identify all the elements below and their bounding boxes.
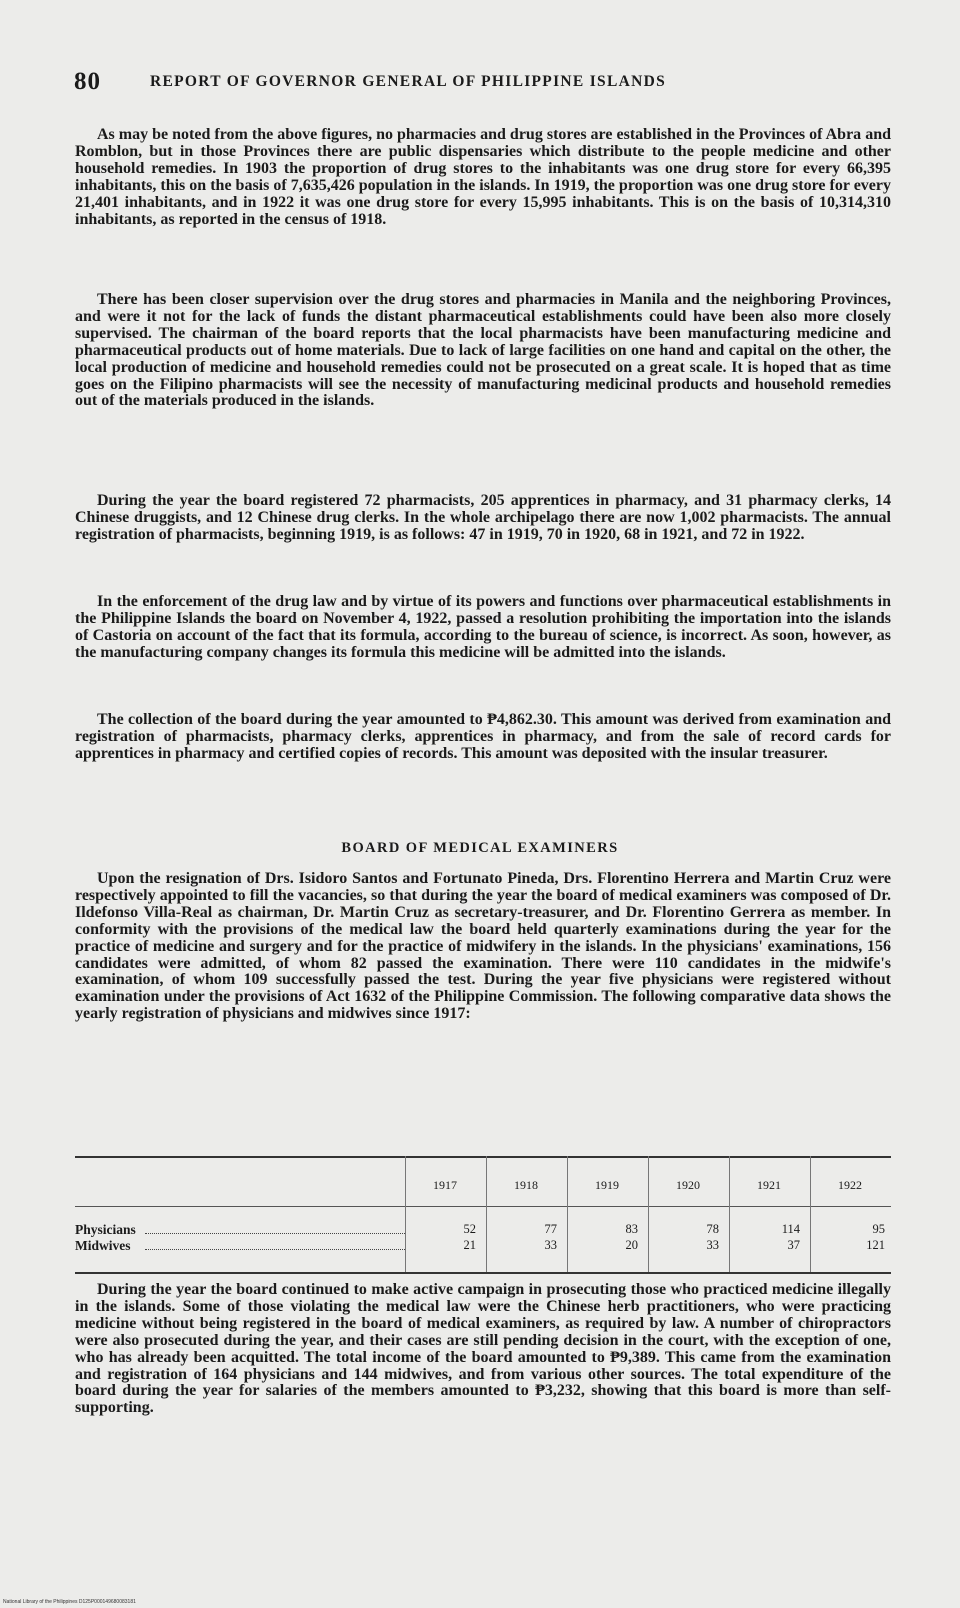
- page-header: [74, 68, 874, 98]
- table-cell: 114: [781, 1222, 800, 1236]
- table-bottom-rule: [75, 1272, 891, 1274]
- row-label-physicians: Physicians: [75, 1222, 136, 1237]
- table-column-divider: [648, 1156, 649, 1272]
- paragraph-supervision: There has been closer supervision over the drug stores and pharmacies in Manila and the neighboring Provinces, and were it not for the lack of funds the distant pharmaceutical establishments could have been also more closely supervised. The chairman of the board reports that the local pharmacists have been manufacturing medicine and pharmaceutical products out of home materials. Due to lack of large facilities on one hand and capital on the other, the local production of medicine and household remedies could not be prosecuted on a great scale. It is hoped that as time goes on the Filipino pharmacists will see the necessity of manufacturing medicinal products and household remedies out of the materials produced in the islands.: [75, 291, 891, 410]
- paragraph-drug-law: In the enforcement of the drug law and by virtue of its powers and functions over pharmaceutical establishments in the Philippine Islands the board on November 4, 1922, passed a resolution prohibiting the importation into the islands of Castoria on account of the fact that its formula, according to the bureau of science, is incorrect. As soon, however, as the manufacturing company changes its formula this medicine will be admitted into the islands.: [75, 593, 891, 661]
- table-cell: 33: [544, 1238, 557, 1252]
- table-column-divider: [405, 1156, 406, 1272]
- scan-footer: National Library of the Philippines D125P000149680083181: [3, 1599, 136, 1605]
- table-year-header: 1922: [838, 1178, 862, 1192]
- page-number: 80: [74, 68, 101, 95]
- table-cell: 95: [872, 1222, 885, 1236]
- table-cell: 121: [866, 1238, 885, 1252]
- paragraph-registration: During the year the board registered 72 pharmacists, 205 apprentices in pharmacy, and 31 pharmacy clerks, 14 Chinese druggists, and 12 Chinese drug clerks. In the whole archipelago there are now 1,002 pharmacists. The annual registration of pharmacists, beginning 1919, is as follows: 47 in 1919, 70 in 1920, 68 in 1921, and 72 in 1922.: [75, 492, 891, 543]
- table-cell: 33: [706, 1238, 719, 1252]
- paragraph-medical-board: Upon the resignation of Drs. Isidoro Santos and Fortunato Pineda, Drs. Florentino Herrera and Martin Cruz were respectively appointed to fill the vacancies, so that during the year the board of medical examiners was composed of Dr. Ildefonso Villa-Real as chairman, Dr. Martin Cruz as secretary-treasurer, and Dr. Florentino Gerrera as member. In conformity with the provisions of the medical law the board held quarterly examinations during the year for the practice of medicine and surgery and for the practice of midwifery in the islands. In the physicians' examinations, 156 candidates were admitted, of whom 82 passed the examination. There were 110 candidates in the midwife's examination, of whom 109 successfully passed the test. During the year five physicians were registered without examination under the provisions of Act 1632 of the Philippine Commission. The following comparative data shows the yearly registration of physicians and midwives since 1917:: [75, 870, 891, 1023]
- section-title: BOARD OF MEDICAL EXAMINERS: [341, 840, 619, 856]
- table-column-divider: [567, 1156, 568, 1272]
- paragraph-collection: The collection of the board during the year amounted to ₱4,862.30. This amount was derived from examination and registration of pharmacists, pharmacy clerks, apprentices in pharmacy, and from the sale of record cards for apprentices in pharmacy and certified copies of records. This amount was deposited with the insular treasurer.: [75, 711, 891, 762]
- table-year-header: 1917: [433, 1178, 457, 1192]
- table-row-label: [75, 1222, 405, 1238]
- table-cell: 20: [625, 1238, 638, 1252]
- table-cell: 77: [544, 1222, 557, 1236]
- row-label-midwives: Midwives: [75, 1238, 131, 1253]
- table-cell: 52: [463, 1222, 476, 1236]
- table-header-rule: [75, 1206, 891, 1207]
- table-year-header: 1920: [676, 1178, 700, 1192]
- table-top-rule: [75, 1156, 891, 1158]
- table-cell: 78: [706, 1222, 719, 1236]
- table-cell: 83: [625, 1222, 638, 1236]
- table-year-header: 1919: [595, 1178, 619, 1192]
- table-column-divider: [486, 1156, 487, 1272]
- table-year-header: 1921: [757, 1178, 781, 1192]
- running-head: REPORT OF GOVERNOR GENERAL OF PHILIPPINE ISLANDS: [150, 73, 667, 90]
- table-column-divider: [810, 1156, 811, 1272]
- table-cell: 37: [787, 1238, 800, 1252]
- table-cell: 21: [463, 1238, 476, 1252]
- registration-table: [75, 1156, 891, 1276]
- table-row-label: [75, 1238, 405, 1254]
- table-column-divider: [729, 1156, 730, 1272]
- paragraph-drug-store-proportion: As may be noted from the above figures, no pharmacies and drug stores are established in the Provinces of Abra and Romblon, but in those Provinces there are public dispensaries which distribute to the people medicine and other household remedies. In 1903 the proportion of drug stores to the inhabitants was one drug store for every 66,395 inhabitants, this on the basis of 7,635,426 population in the islands. In 1919, the proportion was one drug store for every 21,401 inhabitants, and in 1922 it was one drug store for every 15,995 inhabitants. This is on the basis of 10,314,310 inhabitants, as reported in the census of 1918.: [75, 126, 891, 228]
- table-year-header: 1918: [514, 1178, 538, 1192]
- paragraph-prosecutions: During the year the board continued to make active campaign in prosecuting those who practiced medicine illegally in the islands. Some of those violating the medical law were the Chinese herb practitioners, who were practicing medicine without being registered in the board of medical examiners, as required by law. A number of chiropractors were also prosecuted during the year, and their cases are still pending decision in the court, with the exception of one, who has already been acquitted. The total income of the board amounted to ₱9,389. This came from the examination and registration of 164 physicians and 144 midwives, and from various other sources. The total expenditure of the board during the year for salaries of the members amounted to ₱3,232, showing that this board is more than self-supporting.: [75, 1281, 891, 1417]
